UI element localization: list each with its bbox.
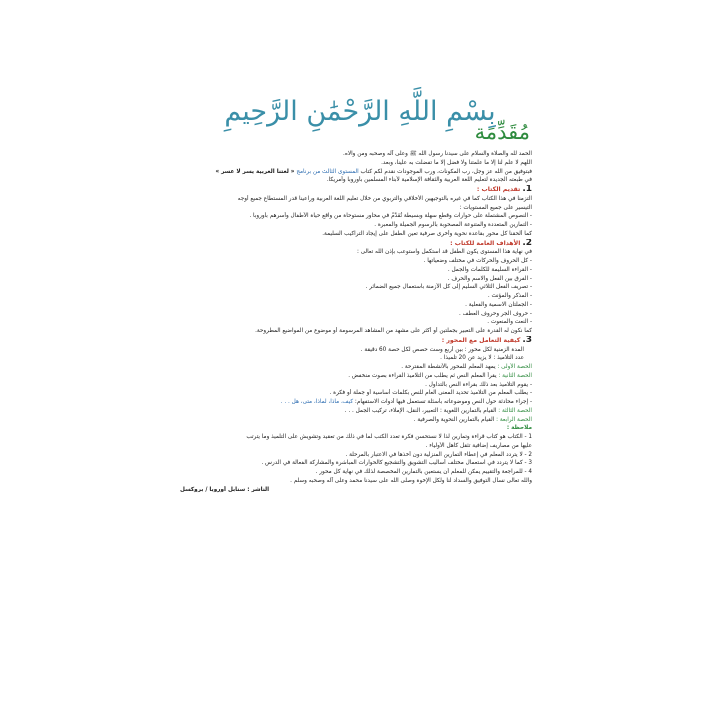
section-line: - يقوم التلاميذ بعد ذلك بقراءة النص بالتداول . xyxy=(425,381,532,388)
intro-line: في طبعته الجديدة لتعليم اللغة العربية والثقافة الإسلامية لأبناء المسلمين بأوروبا وأمريكا. xyxy=(326,177,532,184)
closing-line: والله تعالى نسأل التوفيق والسداد لنا ولكل الإخوة وصلى الله على سيدنا محمد وعلى آله وصحبه وسلم . xyxy=(290,477,532,484)
list-item: - الجملتان الاسمية والفعلية . xyxy=(465,301,532,308)
section-heading-3: 3. كيفية التعامل مع المحور : xyxy=(441,335,532,345)
list-item: - كل الحروف والحركات في مختلف وضعياتها . xyxy=(423,258,532,264)
page-title: مُقَدِّمَة xyxy=(474,120,530,144)
section-line: - إجراء محادثة حول النص وموضوعاته بأسئلة تستعمل فيها أدوات الاستفهام: كيف، ماذا، لماذا، متى، هل . . . xyxy=(280,399,532,405)
list-item: - النعت والمنعوت . xyxy=(487,319,532,326)
section-line: - يطلب المعلم من التلاميذ تحديد المعنى العام للنص بكلمات أساسية أو جملة أو فكرة . xyxy=(329,390,532,397)
lesson-step: الحصة الثانية : يقرأ المعلم النص ثم يطلب من التلاميذ القراءة بصوت منخفض . xyxy=(348,372,532,379)
section-line: التيسير على جميع المستويات : xyxy=(459,204,532,211)
note-line: 3 - كما لا يتردد في استعمال مختلف أساليب التشويق والتشجيع كالحوارات المباشرة والمشاركة الفعالة في الدرس . xyxy=(261,460,532,467)
section-line: التزمنا في هذا الكتاب كما في غيره بالتوجيهين الأخلاقي والتربوي من خلال تعليم اللغة العربية وراعينا قدر المستطاع جميع أوجه xyxy=(237,195,532,202)
section-line: كما ألحقنا كل محور بقاعدة نحوية وأخرى صرفية تعين الطفل على إيجاد التراكيب السليمة. xyxy=(322,230,532,237)
document-body xyxy=(180,150,532,494)
note-line: 1 - الكتاب هو كتاب قراءة وتمارين لذا لا نستحسن فكرة تعدد الكتب لما في ذلك من تعقيد وتشويش على التلميذ وما يترتب xyxy=(246,434,532,440)
note-line: عليها من مصاريف إضافية تثقل كاهل الأولياء . xyxy=(425,442,532,449)
section-line: كما نكون له القدرة على التعبير بجملتين أو أكثر على مشهد من المشاهد المرسومة أو موضوع من المواضيع المطروحة. xyxy=(255,328,532,334)
list-item: - القراءة السليمة للكلمات والجمل . xyxy=(447,266,532,273)
intro-line: اللهم لا علم لنا إلا ما علمتنا ولا فضل إلا ما تفضلت به علينا، وبعد. xyxy=(381,159,532,166)
intro-line: فبتوفيق من الله عز وجل، رب المكونات، ورب الموجودات نقدم لكم كتاب المستوى الثالث من برنامج « لغتنا العربية يسر لا عسر » xyxy=(215,168,532,175)
note-line: 2 - لا يتردد المعلم في إعطاء التمارين المنزلية دون أخذها في الاعتبار بالمرحلة . xyxy=(345,451,532,458)
section-heading-2: 2. الأهداف العامة للكتاب : xyxy=(450,238,532,248)
note-line: 4 - للمراجعة والتقييم يمكن للمعلم أن يستعين بالتمارين المخصصة لذلك في نهاية كل محور . xyxy=(315,469,532,475)
section-line: عدد التلاميذ : لا يزيد عن 20 تلميذا . xyxy=(440,355,524,362)
list-item: - تصريف الفعل الثلاثي السليم إلى كل الأزمنة باستعمال جميع الضمائر . xyxy=(365,284,532,291)
intro-line: الحمد لله والصلاة والسلام على سيدنا رسول الله ﷺ وعلى آله وصحبه ومن والاه. xyxy=(343,151,532,157)
publisher-line xyxy=(180,486,532,495)
lesson-step: الحصة الرابعة : القيام بالتمارين النحوية والصرفية . xyxy=(413,416,532,423)
section-line: المدة الزمنية لكل محور : بين أربع وست حصص لكل حصة 60 دقيقة . xyxy=(360,346,524,353)
lesson-step: الحصة الثالثة : القيام بالتمارين اللغوية : التعبير، النقل، الإملاء، تركيب الجمل . . . xyxy=(344,407,532,414)
notes-heading: ملاحظة : xyxy=(506,425,532,432)
question-words: كيف، ماذا، لماذا، متى، هل . . . xyxy=(280,399,354,405)
list-item: - الفرق بين الفعل والاسم والحرف . xyxy=(447,275,532,282)
list-item: - المذكر والمؤنث . xyxy=(487,293,532,299)
section-line: في نهاية هذا المستوى يكون الطفل قد استكمل واستوعب بإذن الله تعالى : xyxy=(356,249,532,256)
program-name: « لغتنا العربية يسر لا عسر » xyxy=(215,168,295,175)
level-label: المستوى الثالث من برنامج xyxy=(296,168,359,175)
publisher: الناشر : سنابل أوروبا / بروكسل xyxy=(180,486,270,493)
section-line: - التمارين المتعددة والمتنوعة المصحوبة بالرسوم الجميلة والمعبرة . xyxy=(374,222,532,228)
lesson-step: الحصة الأولى : يمهد المعلم للمحور بالأنشطة المقترحة . xyxy=(401,364,532,370)
list-item: - حروف الجر وحروف العطف . xyxy=(459,310,532,317)
section-line: - النصوص المشتملة على حوارات وقطع سهلة وبسيطة تُقَدَّمُ في محاور مستوحاة من واقع حياة الأطفال وأسرهم بأوروبا . xyxy=(249,213,532,220)
section-heading-1: 1. تقديم الكتاب : xyxy=(476,185,532,194)
basmala-calligraphy: بِسْمِ اللَّهِ الرَّحْمَٰنِ الرَّحِيمِ xyxy=(224,96,496,127)
